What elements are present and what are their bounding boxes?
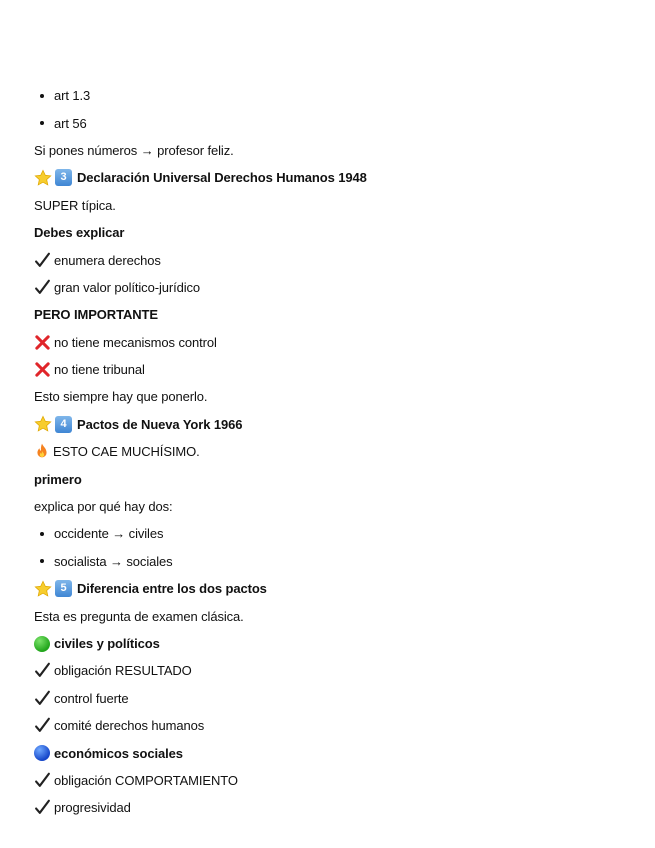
check-item-text: comité derechos humanos: [54, 718, 205, 734]
paragraph: [34, 602, 614, 629]
check-item: [34, 794, 614, 821]
check-item: [34, 685, 614, 712]
check-item: [34, 274, 614, 301]
check-item-text: obligación COMPORTAMIENTO: [54, 772, 238, 788]
paragraph-text: ESTO CAE MUCHÍSIMO.: [53, 444, 200, 460]
list-item: [34, 548, 614, 575]
check-item: [34, 767, 614, 794]
star-icon: [34, 415, 52, 433]
paragraph-text: Esto siempre hay que ponerlo.: [34, 389, 208, 405]
cross-item: [34, 329, 614, 356]
section-heading: [34, 411, 614, 438]
paragraph-text: Esta es pregunta de examen clásica.: [34, 608, 244, 624]
list-item: [34, 520, 614, 547]
bullet-icon: [40, 121, 44, 125]
document-body: [34, 82, 614, 822]
blue-circle-icon: [34, 745, 50, 761]
paragraph: [34, 137, 614, 164]
keycap-number-icon: 5: [55, 580, 72, 597]
subheading: [34, 219, 614, 246]
keycap-number-icon: 3: [55, 169, 72, 186]
check-item-text: obligación RESULTADO: [54, 663, 192, 679]
cross-mark-icon: [34, 361, 51, 378]
check-item-text: control fuerte: [54, 690, 129, 706]
paragraph: [34, 383, 614, 410]
subheading: [34, 739, 614, 766]
check-item-text: progresividad: [54, 800, 131, 816]
check-item-text: enumera derechos: [54, 252, 161, 268]
cross-item: [34, 356, 614, 383]
bullet-icon: [40, 532, 44, 536]
check-mark-icon: [34, 717, 51, 734]
paragraph: [34, 493, 614, 520]
paragraph-text: explica por qué hay dos:: [34, 499, 173, 515]
bullet-icon: [40, 94, 44, 98]
subheading-text: civiles y políticos: [54, 636, 160, 651]
check-mark-icon: [34, 799, 51, 816]
check-item: [34, 657, 614, 684]
check-mark-icon: [34, 252, 51, 269]
paragraph-text: Si pones números → profesor feliz.: [34, 142, 234, 158]
fire-icon: [34, 443, 50, 460]
check-item: [34, 246, 614, 273]
check-mark-icon: [34, 772, 51, 789]
list-item-text: art 56: [54, 115, 87, 131]
section-heading-text: Pactos de Nueva York 1966: [77, 416, 243, 432]
green-circle-icon: [34, 636, 50, 652]
check-item-text: gran valor político-jurídico: [54, 279, 201, 295]
subheading: [34, 630, 614, 657]
list-item-text: socialista → sociales: [54, 553, 173, 569]
subheading-text: primero: [34, 471, 82, 487]
list-item: [34, 109, 614, 136]
paragraph: [34, 438, 614, 465]
check-mark-icon: [34, 690, 51, 707]
star-icon: [34, 580, 52, 598]
check-item: [34, 712, 614, 739]
list-item-text: art 1.3: [54, 88, 91, 104]
cross-mark-icon: [34, 334, 51, 351]
subheading: [34, 465, 614, 492]
paragraph: [34, 192, 614, 219]
star-icon: [34, 169, 52, 187]
list-item: [34, 82, 614, 109]
section-heading: [34, 575, 614, 602]
section-heading: [34, 164, 614, 191]
subheading-text: Debes explicar: [34, 225, 125, 241]
list-item-text: occidente → civiles: [54, 526, 164, 542]
subheading-text: económicos sociales: [54, 745, 183, 761]
cross-item-text: no tiene mecanismos control: [54, 334, 217, 350]
bullet-icon: [40, 559, 44, 563]
section-heading-text: Declaración Universal Derechos Humanos 1948: [77, 170, 367, 186]
check-mark-icon: [34, 662, 51, 679]
paragraph-text: SUPER típica.: [34, 197, 116, 213]
subheading-text: PERO IMPORTANTE: [34, 307, 158, 323]
subheading: [34, 301, 614, 328]
keycap-number-icon: 4: [55, 416, 72, 433]
section-heading-text: Diferencia entre los dos pactos: [77, 581, 267, 597]
check-mark-icon: [34, 279, 51, 296]
cross-item-text: no tiene tribunal: [54, 362, 145, 378]
